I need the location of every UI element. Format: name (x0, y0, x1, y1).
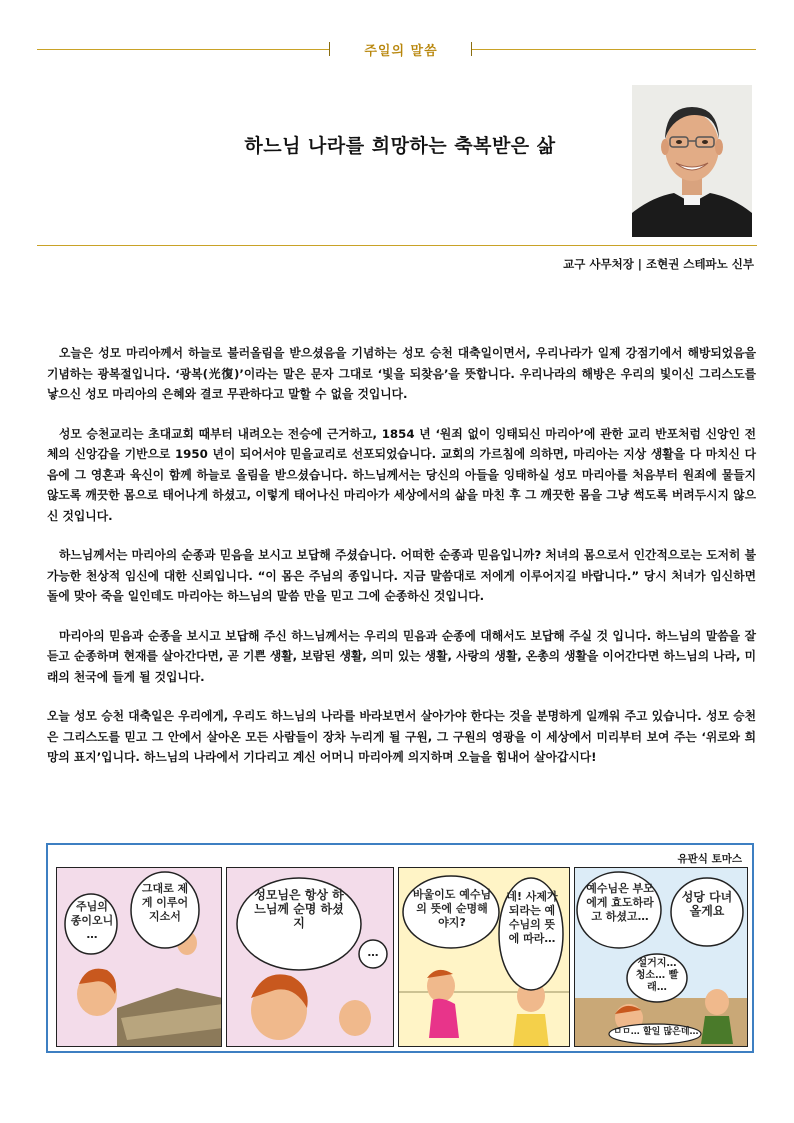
article-body (47, 343, 756, 787)
panel2-bubble-b: … (367, 946, 379, 959)
panel1-bubble-a: 주님의 종이오니 … (70, 900, 114, 941)
author-portrait (632, 85, 752, 237)
author-byline: 교구 사무처장 | 조현권 스테파노 신부 (563, 257, 754, 271)
paragraph-1: 오늘은 성모 마리아께서 하늘로 불러올림을 받으셨음을 기념하는 성모 승천 대축일이면서, 우리나라가 일제 강점기에서 해방되었음을 기념하는 광복절입니다. ‘광복(光復)’이라는 말은 문자 그대로 ‘빛을 되찾음’을 뜻합니다. 우리나라의 해방은 우리의 빛이신 그리스도를 낳으신 성모 마리아의 은혜와 결코 무관하다고 말할 수 없을 것입니다. (47, 346, 756, 401)
comic-panel-2 (226, 867, 394, 1047)
comic-panel-3 (398, 867, 570, 1047)
panel4-bubble-d: ㅁㅁ… 할일 많은데… (613, 1027, 699, 1037)
comic-credit: 유판식 토마스 (677, 853, 742, 865)
header-rule-right (472, 49, 756, 50)
title-divider (37, 245, 757, 246)
panel4-bubble-b: 성당 다녀 올게요 (681, 890, 733, 918)
paragraph-3: 하느님께서는 마리아의 순종과 믿음을 보시고 보답해 주셨습니다. 어떠한 순종과 믿음입니까? 처녀의 몸으로서 인간적으로는 도저히 불가능한 천상적 임신에 대한 신뢰입니다. “이 몸은 주님의 종입니다. 지금 말씀대로 저에게 이루어지길 바랍니다.” 당시 처녀가 임신하면 돌에 맞아 죽을 일인데도 마리아는 하느님의 말씀 만을 믿고 그에 순종하신 것입니다. (47, 548, 756, 603)
comic-strip (46, 843, 754, 1053)
panel3-bubble-b: 네! 사제가 되라는 예수님의 뜻에 따라… (506, 890, 558, 945)
panel3-bubble-a: 바울이도 예수님의 뜻에 순명해야지? (412, 888, 492, 929)
panel4-bubble-a: 예수님은 부모에게 효도하라고 하셨고… (586, 882, 654, 923)
paragraph-5: 오늘 성모 승천 대축일은 우리에게, 우리도 하느님의 나라를 바라보면서 살아가야 한다는 것을 분명하게 일깨워 주고 있습니다. 성모 승천은 그리스도를 믿고 그 안에서 살아온 모든 사람들이 장차 누리게 될 구원, 그 구원의 영광을 이 세상에서 미리부터 보여 주는 ‘위로와 희망의 표지’입니다. 하느님의 나라에서 기다리고 계신 어머니 마리아께 의지하며 오늘을 힘내어 살아갑시다! (47, 709, 756, 764)
header-rule-left (37, 49, 329, 50)
section-title: 주일의 말씀 (364, 44, 438, 59)
panel1-bubble-b: 그대로 제게 이루어 지소서 (141, 882, 189, 923)
article-title: 하느님 나라를 희망하는 축복받은 삶 (244, 135, 556, 157)
comic-panel-4 (574, 867, 748, 1047)
comic-panel-1 (56, 867, 222, 1047)
paragraph-2: 성모 승천교리는 초대교회 때부터 내려오는 전승에 근거하고, 1854 년 ‘원죄 없이 잉태되신 마리아’에 관한 교리 반포처럼 신앙인 전체의 신앙감을 기반으로 1950 년이 되어서야 믿을교리로 선포되었습니다. 교회의 가르침에 의하면, 마리아는 지상 생활을 다 마치신 다음에 그 영혼과 육신이 함께 하늘로 올림을 받으셨습니다. 하느님께서는 당신의 아들을 잉태하실 성모 마리아를 처음부터 원죄에 물들지 않도록 깨끗한 몸으로 태어나게 하셨고, 이렇게 태어나신 마리아가 세상에서의 삶을 마친 후 그 깨끗한 몸을 그냥 썩도록 버려두시지 않으신 것입니다. (47, 426, 756, 523)
panel2-bubble-a: 성모님은 항상 하느님께 순명 하셨지 (254, 888, 344, 930)
panel4-bubble-c: 설거지… 청소… 빨래… (635, 958, 679, 993)
paragraph-4: 마리아의 믿음과 순종을 보시고 보답해 주신 하느님께서는 우리의 믿음과 순종에 대해서도 보답해 주실 것 입니다. 하느님의 말씀을 잘 듣고 순종하며 현재를 살아간다면, 곧 기쁜 생활, 보람된 생활, 의미 있는 생활, 사랑의 생활, 온총의 생활을 이어간다면 하느님의 나라, 미래의 천국에 들게 될 것입니다. (47, 628, 756, 684)
